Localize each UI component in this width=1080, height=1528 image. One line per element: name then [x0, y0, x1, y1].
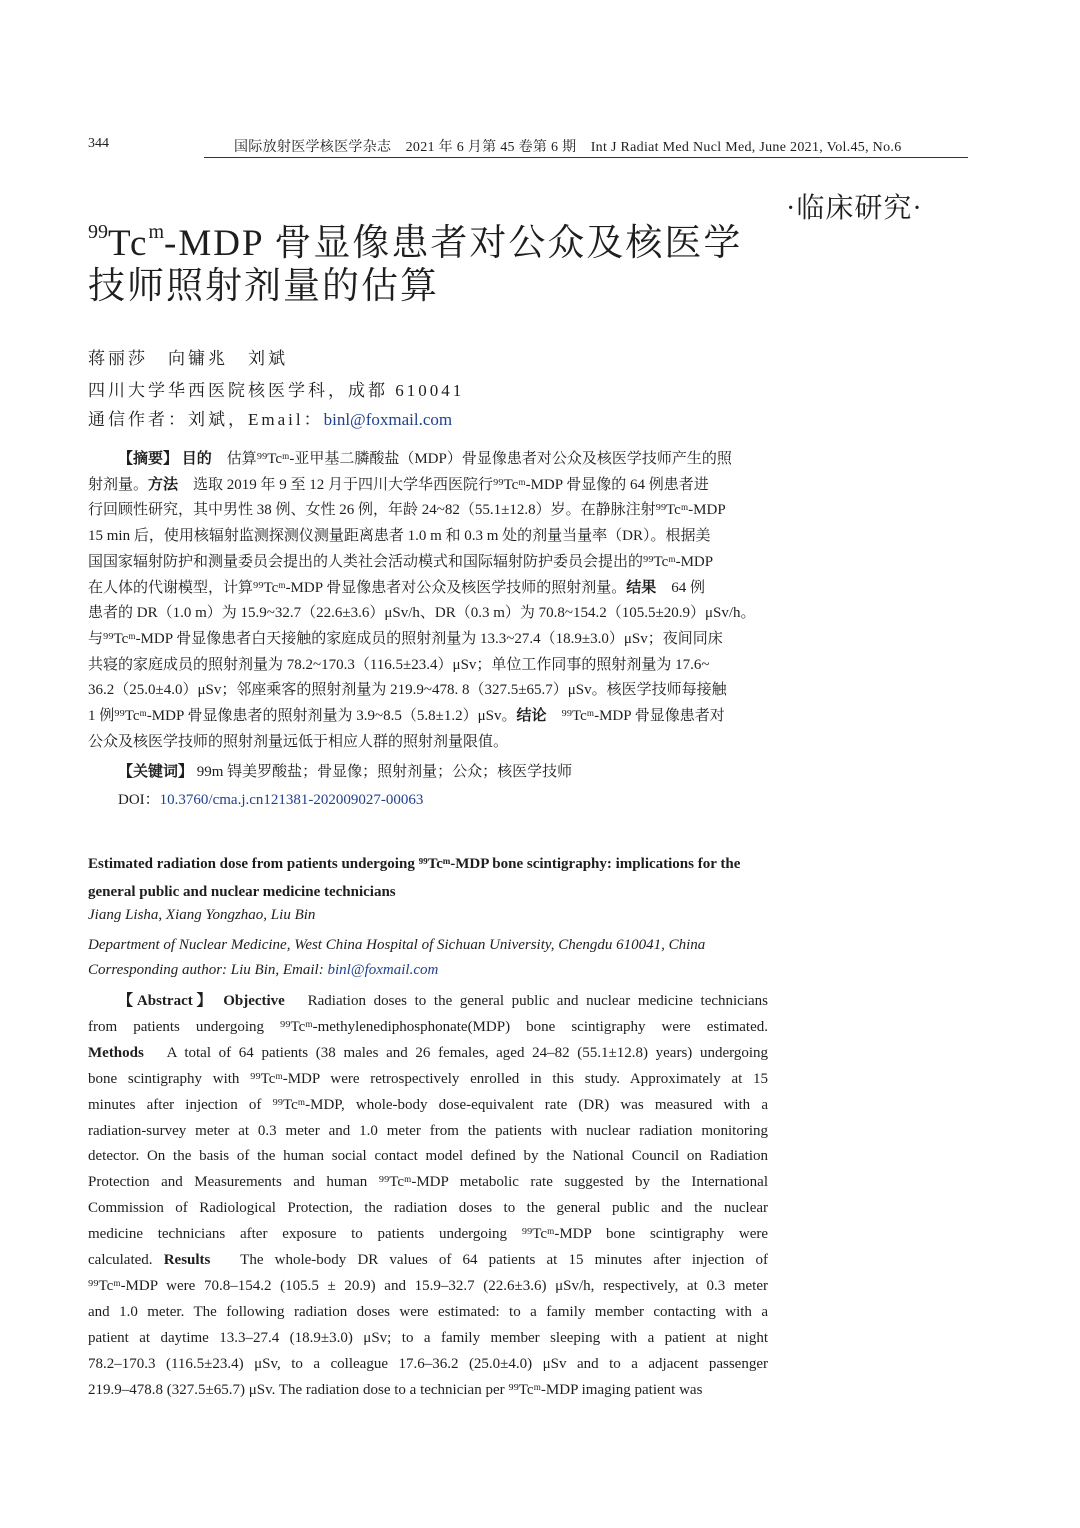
- section-label: ·临床研究·: [786, 193, 923, 224]
- corresponding-author-cn: [88, 405, 452, 430]
- email-link-en[interactable]: binl@foxmail.com: [327, 962, 439, 978]
- doi: [118, 788, 423, 809]
- abstract-en-line: medicine technicians after exposure to patients undergoing ⁹⁹Tcᵐ-MDP bone scintigraphy were: [88, 1226, 768, 1243]
- title-text-1: -MDP 骨显像患者对公众及核医学: [164, 223, 743, 264]
- abstract-cn-line: 【摘要】 目的 估算⁹⁹Tcᵐ-亚甲基二膦酸盐（MDP）骨显像患者对公众及核医学技师产生的照: [118, 451, 732, 467]
- article-title-line-1: [88, 222, 742, 262]
- corresponding-prefix-cn: 通信作者：刘斌，Email：: [88, 410, 324, 429]
- page-number: 344: [88, 136, 109, 151]
- article-title-line-2: 技师照射剂量的估算: [88, 266, 439, 307]
- abstract-cn-line: 36.2（25.0±4.0）μSv；邻座乘客的照射剂量为 219.9~478. 8（327.5±65.7）μSv。核医学技师每接触: [88, 682, 727, 699]
- keywords-cn: [118, 760, 572, 781]
- abstract-en-line: from patients undergoing ⁹⁹Tcᵐ-methylenediphosphonate(MDP) bone scintigraphy were estimated.: [88, 1018, 768, 1035]
- abstract-en: [88, 989, 768, 1404]
- abstract-cn-line: 1 例⁹⁹Tcᵐ-MDP 骨显像患者的照射剂量为 3.9~8.5（5.8±1.2）μSv。结论 ⁹⁹Tcᵐ-MDP 骨显像患者对: [88, 708, 725, 725]
- corresponding-prefix-en: Corresponding author: Liu Bin, Email:: [88, 962, 328, 978]
- abstract-cn-line: 患者的 DR（1.0 m）为 15.9~32.7（22.6±3.6）μSv/h、DR（0.3 m）为 70.8~154.2（105.5±20.9）μSv/h。: [88, 605, 756, 622]
- abstract-en-line: minutes after injection of ⁹⁹Tcᵐ-MDP, whole-body dose-equivalent rate (DR) was measured with a: [88, 1096, 768, 1113]
- abstract-en-line: Methods A total of 64 patients (38 males and 26 females, aged 24–82 (55.1±12.8) years) undergoing: [88, 1044, 768, 1061]
- abstract-cn-line: 射剂量。方法 选取 2019 年 9 至 12 月于四川大学华西医院行⁹⁹Tcᵐ-MDP 骨显像的 64 例患者进: [88, 476, 709, 493]
- email-link-cn[interactable]: binl@foxmail.com: [323, 410, 453, 429]
- abstract-cn: [88, 447, 771, 755]
- english-title: Estimated radiation dose from patients undergoing ⁹⁹Tcᵐ-MDP bone scintigraphy: implications for the general public and nuclear medicine technicians: [88, 856, 741, 900]
- title-metastable: m: [148, 221, 165, 243]
- abstract-en-line: detector. On the basis of the human social contact model defined by the National Council on Radiation: [88, 1148, 768, 1165]
- abstract-en-line: radiation-survey meter at 0.3 meter and 1.0 meter from the patients with nuclear radiation monitoring: [88, 1122, 768, 1139]
- abstract-cn-line: 15 min 后，使用核辐射监测探测仪测量距离患者 1.0 m 和 0.3 m 处的剂量当量率（DR）。根据美: [88, 528, 711, 545]
- abstract-cn-line: 在人体的代谢模型，计算⁹⁹Tcᵐ-MDP 骨显像患者对公众及核医学技师的照射剂量。结果 64 例: [88, 579, 706, 596]
- abstract-cn-line: 共寝的家庭成员的照射剂量为 78.2~170.3（116.5±23.4）μSv；单位工作同事的照射剂量为 17.6~: [88, 656, 710, 673]
- affiliation-cn: 四川大学华西医院核医学科，成都 610041: [88, 381, 465, 400]
- abstract-en-line: 219.9–478.8 (327.5±65.7) μSv. The radiation dose to a technician per ⁹⁹Tcᵐ-MDP imaging patient was: [88, 1381, 703, 1398]
- keywords-label: 【关键词】: [118, 764, 194, 780]
- doi-label: DOI：: [118, 792, 160, 808]
- affiliation-en: Department of Nuclear Medicine, West China Hospital of Sichuan University, Chengdu 610041, China: [88, 937, 706, 953]
- running-header: 国际放射医学核医学杂志 2021 年 6 月第 45 卷第 6 期 Int J Radiat Med Nucl Med, June 2021, Vol.45, No.6: [234, 140, 902, 155]
- abstract-en-line: 【Abstract】 Objective Radiation doses to the general public and nuclear medicine technicians: [118, 993, 768, 1009]
- abstract-en-line: Protection and Measurements and human ⁹⁹Tcᵐ-MDP metabolic rate suggested by the International: [88, 1174, 768, 1191]
- abstract-en-line: and 1.0 meter. The following radiation doses were estimated: to a family member contacting with a: [88, 1303, 768, 1320]
- header-rule: [204, 157, 968, 158]
- abstract-cn-line: 与⁹⁹Tcᵐ-MDP 骨显像患者白天接触的家庭成员的照射剂量为 13.3~27.4（18.9±3.0）μSv；夜间同床: [88, 630, 723, 647]
- corresponding-author-en: [88, 962, 438, 979]
- keywords-text: 99m 锝美罗酸盐；骨显像；照射剂量；公众；核医学技师: [196, 764, 573, 780]
- authors-en: Jiang Lisha, Xiang Yongzhao, Liu Bin: [88, 907, 316, 923]
- abstract-en-line: Commission of Radiological Protection, the radiation doses to the general public and the nuclear: [88, 1200, 768, 1217]
- abstract-en-line: patient at daytime 13.3–27.4 (18.9±3.0) μSv; to a family member sleeping with a patient at night: [88, 1329, 768, 1346]
- abstract-cn-line: 公众及核医学技师的照射剂量远低于相应人群的照射剂量限值。: [88, 733, 509, 750]
- abstract-cn-line: 国国家辐射防护和测量委员会提出的人类社会活动模式和国际辐射防护委员会提出的⁹⁹Tcᵐ-MDP: [88, 553, 714, 570]
- abstract-cn-line: 行回顾性研究，其中男性 38 例、女性 26 例，年龄 24~82（55.1±12.8）岁。在静脉注射⁹⁹Tcᵐ-MDP: [88, 502, 726, 519]
- authors-cn: 蒋丽莎 向镛兆 刘斌: [88, 349, 288, 368]
- abstract-en-line: ⁹⁹Tcᵐ-MDP were 70.8–154.2 (105.5 ± 20.9) and 15.9–32.7 (22.6±3.6) μSv/h, respectively, at 0.3 meter: [88, 1277, 768, 1294]
- doi-link[interactable]: 10.3760/cma.j.cn121381-202009027-00063: [159, 792, 424, 808]
- abstract-en-line: bone scintigraphy with ⁹⁹Tcᵐ-MDP were retrospectively enrolled in this study. Approximately at 15: [88, 1070, 768, 1087]
- title-element: Tc: [108, 223, 149, 264]
- title-isotope-mass: 99: [88, 221, 108, 243]
- abstract-en-line: 78.2–170.3 (116.5±23.4) μSv, to a colleague 17.6–36.2 (25.0±4.0) μSv and to a adjacent passenger: [88, 1355, 768, 1372]
- abstract-en-line: calculated. Results The whole-body DR values of 64 patients at 15 minutes after injection of: [88, 1252, 769, 1269]
